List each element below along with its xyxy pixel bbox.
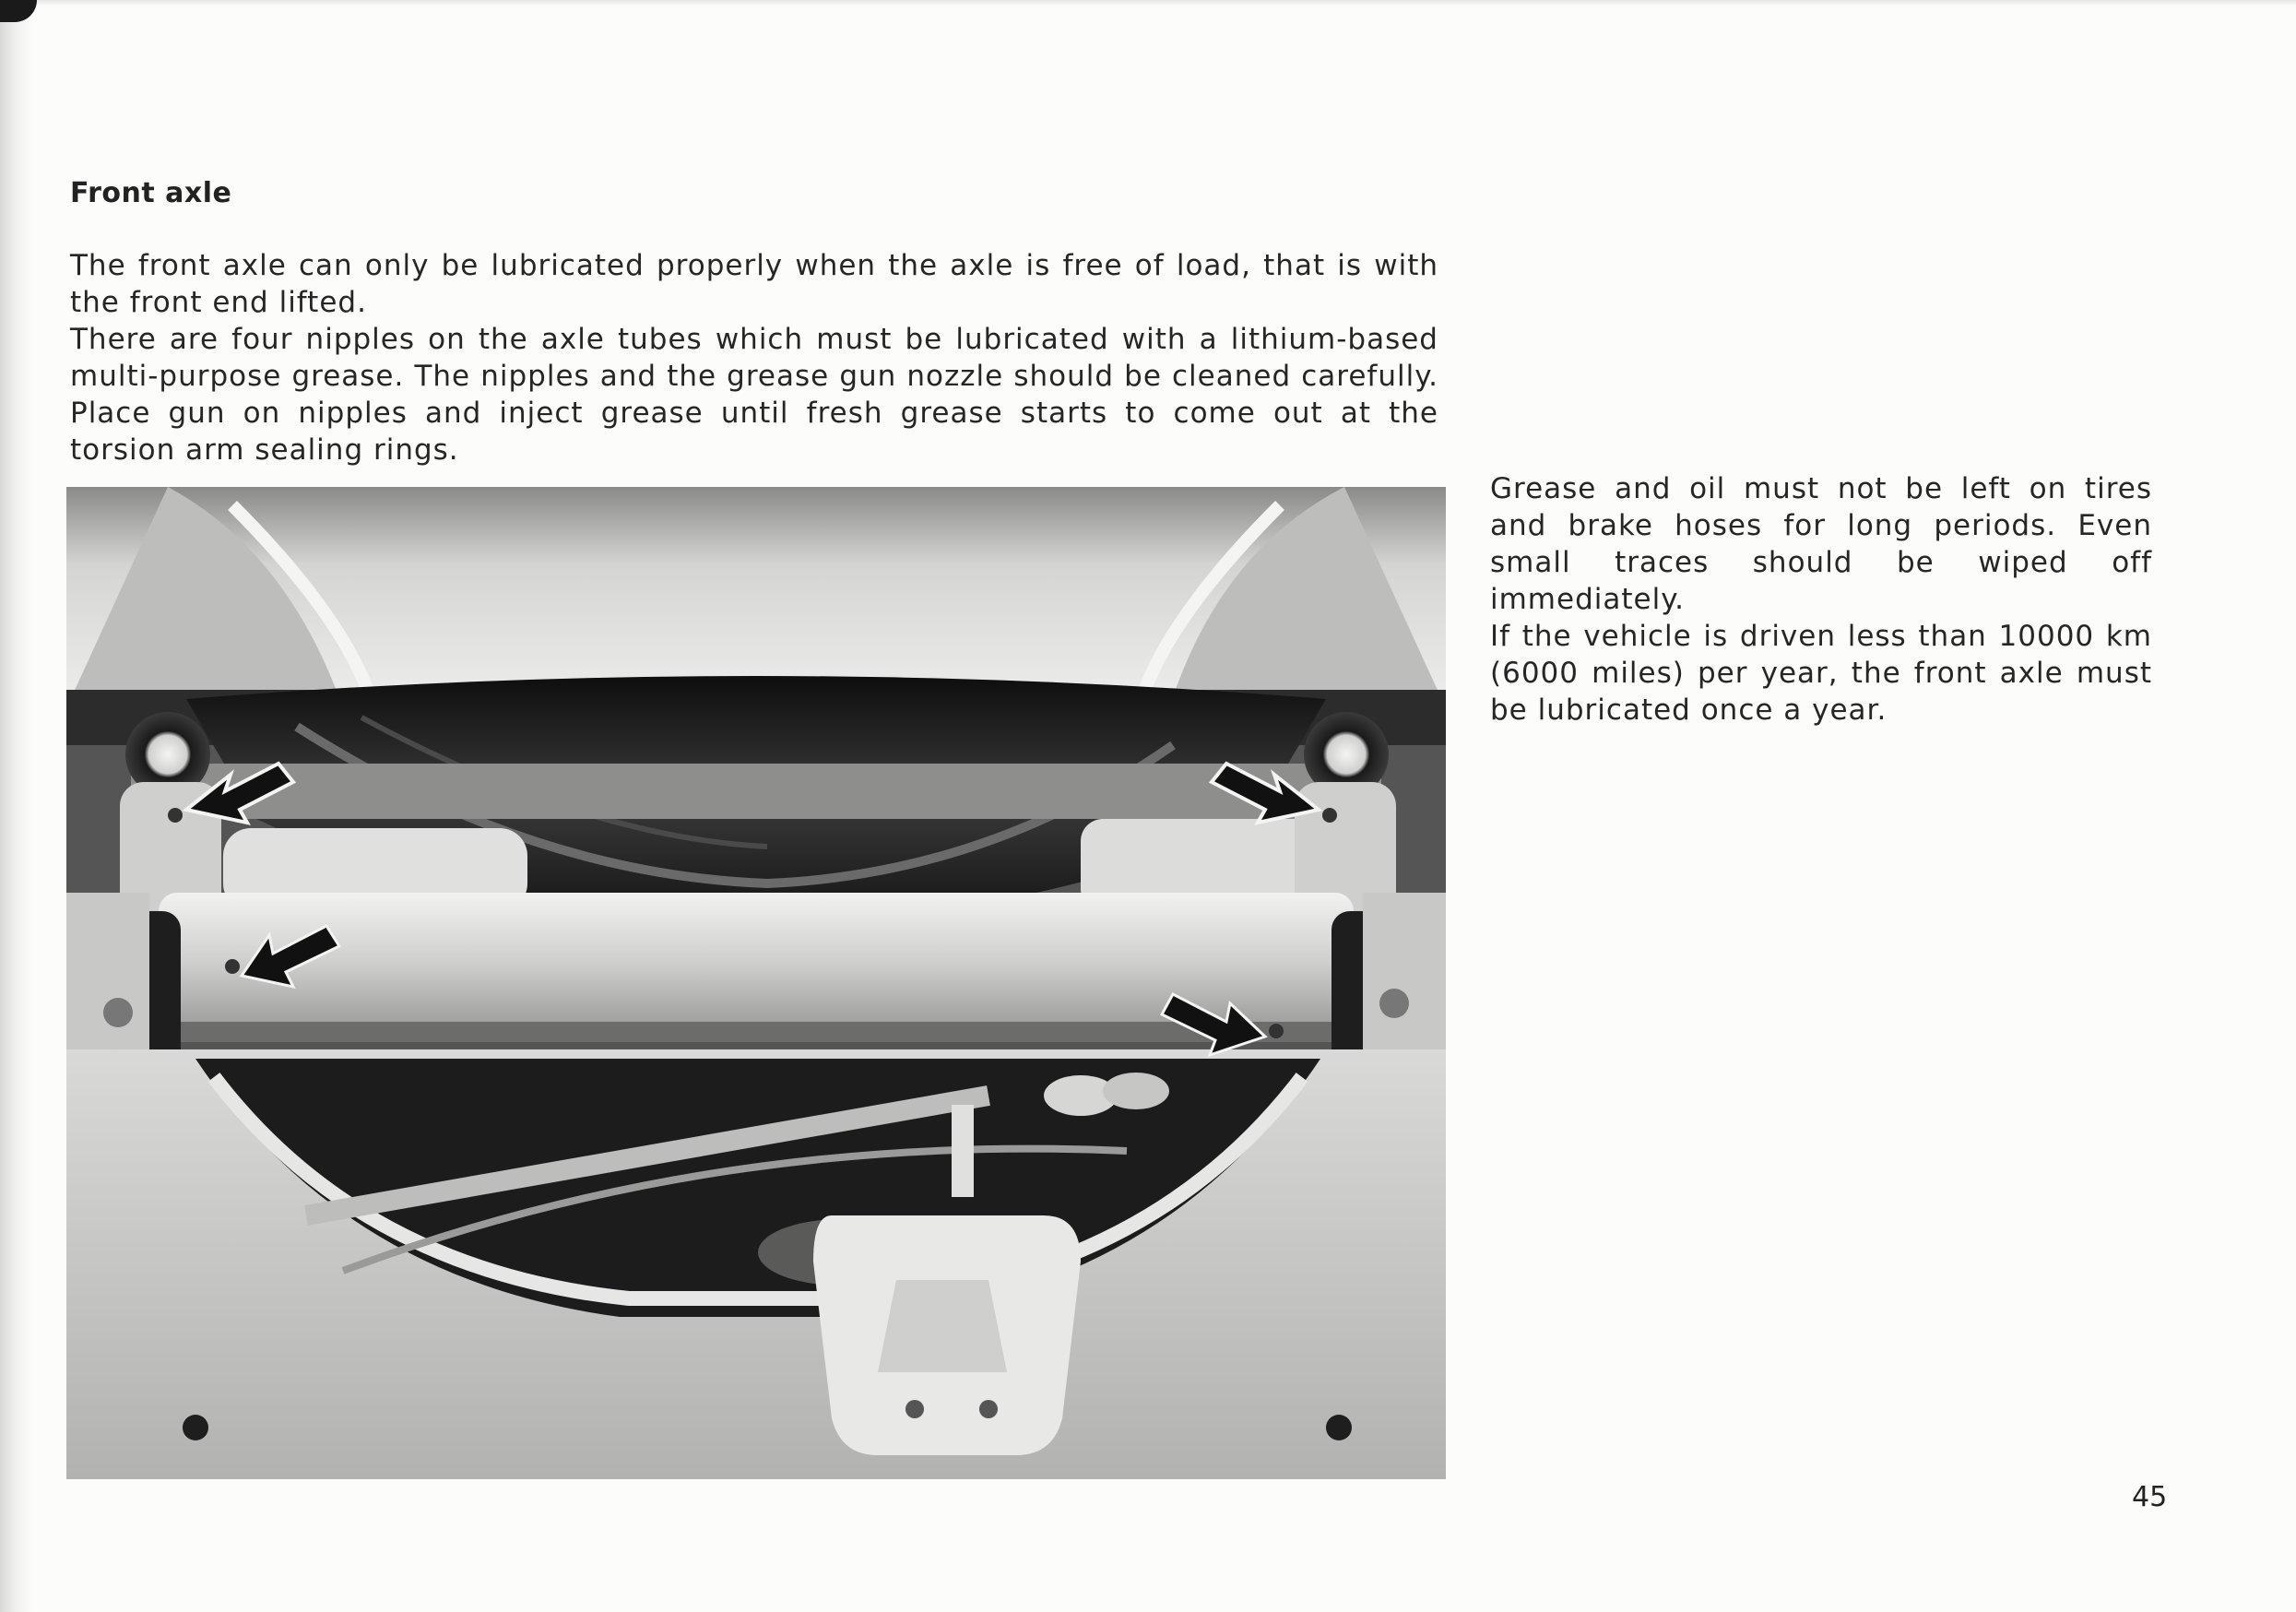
page-binding-edge <box>0 0 31 1612</box>
grease-nipple-lower-left <box>225 959 240 974</box>
main-text-block <box>70 247 1438 468</box>
page-top-edge <box>0 0 2296 6</box>
right-mount-bolt <box>1379 989 1409 1018</box>
grease-nipple-lower-right <box>1269 1024 1284 1038</box>
tow-bolt-right <box>979 1400 998 1418</box>
section-heading: Front axle <box>70 177 232 209</box>
main-paragraph-1: The front axle can only be lubricated properly when the axle is free of load, that is with the front end lifted. <box>70 249 1438 319</box>
tow-bolt-left <box>905 1400 924 1418</box>
hose-fitting-2 <box>1103 1073 1169 1109</box>
brake-fluid-switch <box>952 1105 974 1197</box>
side-paragraph-2: If the vehicle is driven less than 10000 km (6000 miles) per year, the front axle must be lubricated once a year. <box>1490 620 2152 727</box>
tow-eye-face <box>878 1280 1007 1372</box>
front-axle-illustration <box>66 487 1446 1479</box>
main-paragraph-2: There are four nipples on the axle tubes which must be lubricated with a lithium-based multi-purpose grease. The nipples and the grease gun nozzle should be cleaned carefully. Place gun on nipples and inject grease until fresh grease starts to come out at the torsion arm sealing rings. <box>70 323 1438 467</box>
grease-nipple-upper-left <box>168 808 183 823</box>
upper-axle-tube <box>131 764 1381 819</box>
side-paragraph-1: Grease and oil must not be left on tires and brake hoses for long periods. Even small traces should be wiped off immediately. <box>1490 472 2152 616</box>
side-text-block <box>1490 470 2152 729</box>
lower-axle-tube-edge <box>159 1022 1354 1042</box>
lower-right-bolt <box>1326 1415 1352 1440</box>
grease-nipple-upper-right <box>1322 808 1337 823</box>
lower-left-bolt <box>183 1415 208 1440</box>
page-number: 45 <box>2132 1481 2168 1513</box>
front-axle-photo <box>66 487 1446 1479</box>
scan-corner-mark <box>0 0 37 22</box>
left-mount-bolt <box>103 998 133 1027</box>
